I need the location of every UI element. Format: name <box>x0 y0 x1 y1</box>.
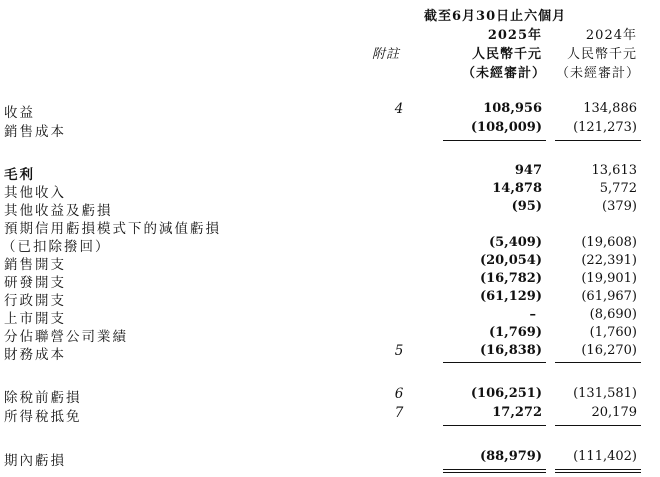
total-double-rule-2025 <box>443 469 546 470</box>
total-double-rule-2024 <box>555 469 641 470</box>
subtotal-rule-2025 <box>443 425 546 426</box>
row-value-2024: (22,391) <box>581 253 637 268</box>
row-label: 其他收入 <box>4 185 66 201</box>
row-value-2024: (19,901) <box>581 271 637 286</box>
row-value-2025: 108,956 <box>483 101 542 116</box>
row-label: 毛利 <box>4 167 35 183</box>
row-value-2024: (121,273) <box>573 120 637 135</box>
total-double-rule-2025 <box>443 472 546 473</box>
row-value-2025: 947 <box>514 163 542 178</box>
row-value-2025: (106,251) <box>470 386 542 401</box>
row-value-2024: (61,967) <box>581 289 637 304</box>
row-label: 期內虧損 <box>4 453 66 469</box>
row-value-2025: (108,009) <box>470 120 542 135</box>
row-label: 財務成本 <box>4 347 66 363</box>
row-value-2024: (1,760) <box>589 325 637 340</box>
row-note: 4 <box>394 101 404 117</box>
col-2025-year: 2025年 <box>487 28 542 43</box>
row-label: 行政開支 <box>4 293 66 309</box>
row-value-2024: 5,772 <box>599 181 637 196</box>
col-2025-unit: 人民幣千元 <box>471 47 542 62</box>
row-value-2024: (131,581) <box>573 386 637 401</box>
row-value-2025: 17,272 <box>492 405 542 420</box>
subtotal-rule-2024 <box>555 140 641 141</box>
row-value-2025: (16,838) <box>479 343 542 358</box>
row-label: 銷售開支 <box>4 257 66 273</box>
total-double-rule-2024 <box>555 472 641 473</box>
row-value-2024: (8,690) <box>589 307 637 322</box>
row-label: 銷售成本 <box>4 124 66 140</box>
subtotal-rule-2024 <box>555 362 641 363</box>
row-value-2024: 13,613 <box>591 163 637 178</box>
row-label: 收益 <box>4 105 35 121</box>
row-label: 其他收益及虧損 <box>4 203 113 219</box>
col-2024-status: （未經審計） <box>555 66 640 81</box>
row-label: 上市開支 <box>4 311 66 327</box>
subtotal-rule-2025 <box>443 140 546 141</box>
row-value-2024: (19,608) <box>581 235 637 250</box>
row-value-2025: (61,129) <box>479 289 542 304</box>
row-value-2024: (16,270) <box>581 343 637 358</box>
row-label: 研發開支 <box>4 275 66 291</box>
row-value-2024: (379) <box>602 199 637 214</box>
row-value-2024: 134,886 <box>583 101 637 116</box>
row-value-2025: (20,054) <box>479 253 542 268</box>
row-label: 分佔聯營公司業績 <box>4 329 128 345</box>
period-title: 截至6月30日止六個月 <box>424 9 567 24</box>
col-2024-unit: 人民幣千元 <box>566 47 637 62</box>
row-label: （已扣除撥回） <box>2 239 111 255</box>
row-value-2024: (111,402) <box>573 449 637 464</box>
row-value-2024: 20,179 <box>591 405 637 420</box>
subtotal-rule-2025 <box>443 362 546 363</box>
row-value-2025: – <box>529 307 536 322</box>
row-value-2025: (95) <box>511 199 542 214</box>
row-note: 6 <box>394 386 404 402</box>
row-label: 除稅前虧損 <box>4 390 82 406</box>
row-value-2025: 14,878 <box>492 181 542 196</box>
notes-column-header: 附註 <box>372 47 401 62</box>
row-note: 7 <box>394 405 404 421</box>
row-value-2025: (5,409) <box>488 235 542 250</box>
row-label: 所得稅抵免 <box>4 409 82 425</box>
row-note: 5 <box>394 343 404 359</box>
col-2024-year: 2024年 <box>585 28 637 43</box>
row-value-2025: (1,769) <box>488 325 542 340</box>
col-2025-status: （未經審計） <box>461 66 546 81</box>
row-value-2025: (88,979) <box>479 449 542 464</box>
row-label: 預期信用虧損模式下的減值虧損 <box>4 221 221 237</box>
subtotal-rule-2024 <box>555 425 641 426</box>
row-value-2025: (16,782) <box>479 271 542 286</box>
